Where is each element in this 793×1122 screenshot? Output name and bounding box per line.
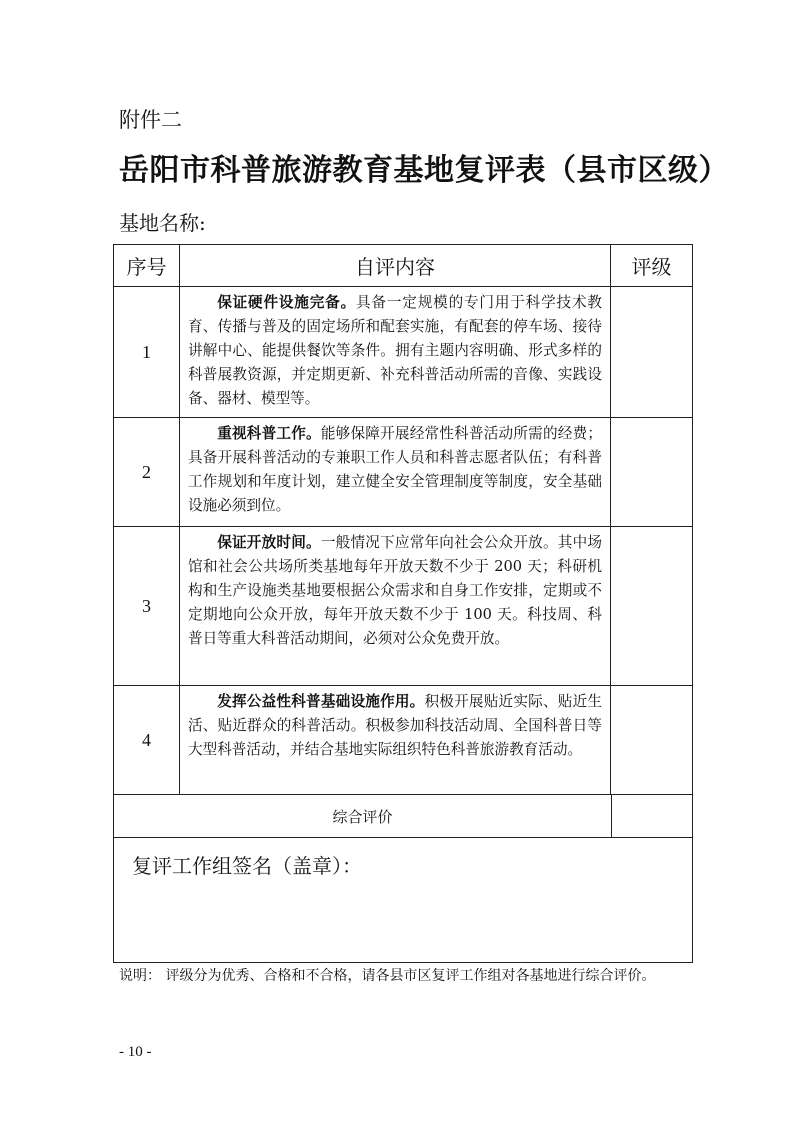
row-lead: 保证开放时间。	[217, 534, 321, 551]
column-header-content: 自评内容	[180, 245, 611, 286]
row-content	[180, 686, 611, 794]
row-number: 2	[114, 418, 180, 526]
review-table	[113, 244, 693, 963]
column-header-rating: 评级	[631, 255, 672, 279]
row-text: 积极开展贴近实际、贴近生活、贴近群众的科普活动。积极参加科技活动周、全国科普日等大型科普活动，并结合基地实际组织特色科普旅游教育活动。	[188, 693, 602, 758]
summary-row	[114, 795, 692, 838]
row-content	[180, 418, 611, 526]
row-content	[180, 527, 611, 685]
row-number: 3	[114, 527, 180, 685]
note-text: 说明： 评级分为优秀、合格和不合格，请各县市区复评工作组对各基地进行综合评价。	[119, 968, 656, 984]
base-name-label: 基地名称:	[119, 211, 206, 235]
signature-row[interactable]	[114, 838, 692, 962]
row-lead: 发挥公益性科普基础设施作用。	[217, 693, 425, 710]
table-row	[114, 527, 692, 686]
page-number: - 10 -	[119, 1044, 152, 1060]
row-lead: 保证硬件设施完备。	[217, 294, 357, 311]
table-row	[114, 418, 692, 527]
column-header-number: 序号	[114, 245, 180, 286]
row-number: 1	[114, 287, 180, 417]
row-rating-cell[interactable]	[611, 527, 692, 685]
table-header-row	[114, 245, 692, 287]
row-rating-cell[interactable]	[611, 686, 692, 794]
table-row	[114, 287, 692, 418]
row-content	[180, 287, 611, 417]
row-rating-cell[interactable]	[611, 418, 692, 526]
row-text: 一般情况下应常年向社会公众开放。其中场馆和社会公共场所类基地每年开放天数不少于 200 天；科研机构和生产设施类基地要根据公众需求和自身工作安排，定期或不定期地向公众开放，每年开放天数不少于 100 天。科技周、科普日等重大科普活动期间，必须对公众免费开放。	[188, 534, 602, 647]
summary-label: 综合评价	[114, 795, 612, 837]
row-number: 4	[114, 686, 180, 794]
row-text: 能够保障开展经常性科普活动所需的经费；具备开展科普活动的专兼职工作人员和科普志愿者队伍；有科普工作规划和年度计划，建立健全安全管理制度等制度，安全基础设施必须到位。	[188, 425, 602, 514]
row-lead: 重视科普工作。	[217, 425, 321, 442]
table-row	[114, 686, 692, 795]
row-text: 具备一定规模的专门用于科学技术教育、传播与普及的固定场所和配套实施，有配套的停车场、接待讲解中心、能提供餐饮等条件。拥有主题内容明确、形式多样的科普展教资源，并定期更新、补充科普活动所需的音像、实践设备、器材、模型等。	[188, 294, 602, 407]
summary-rating-cell[interactable]	[612, 795, 692, 837]
page-title: 岳阳市科普旅游教育基地复评表（县市区级）	[119, 153, 729, 188]
signature-label: 复评工作组签名（盖章）：	[132, 854, 362, 878]
row-rating-cell[interactable]	[611, 287, 692, 417]
attachment-label: 附件二	[119, 108, 182, 132]
